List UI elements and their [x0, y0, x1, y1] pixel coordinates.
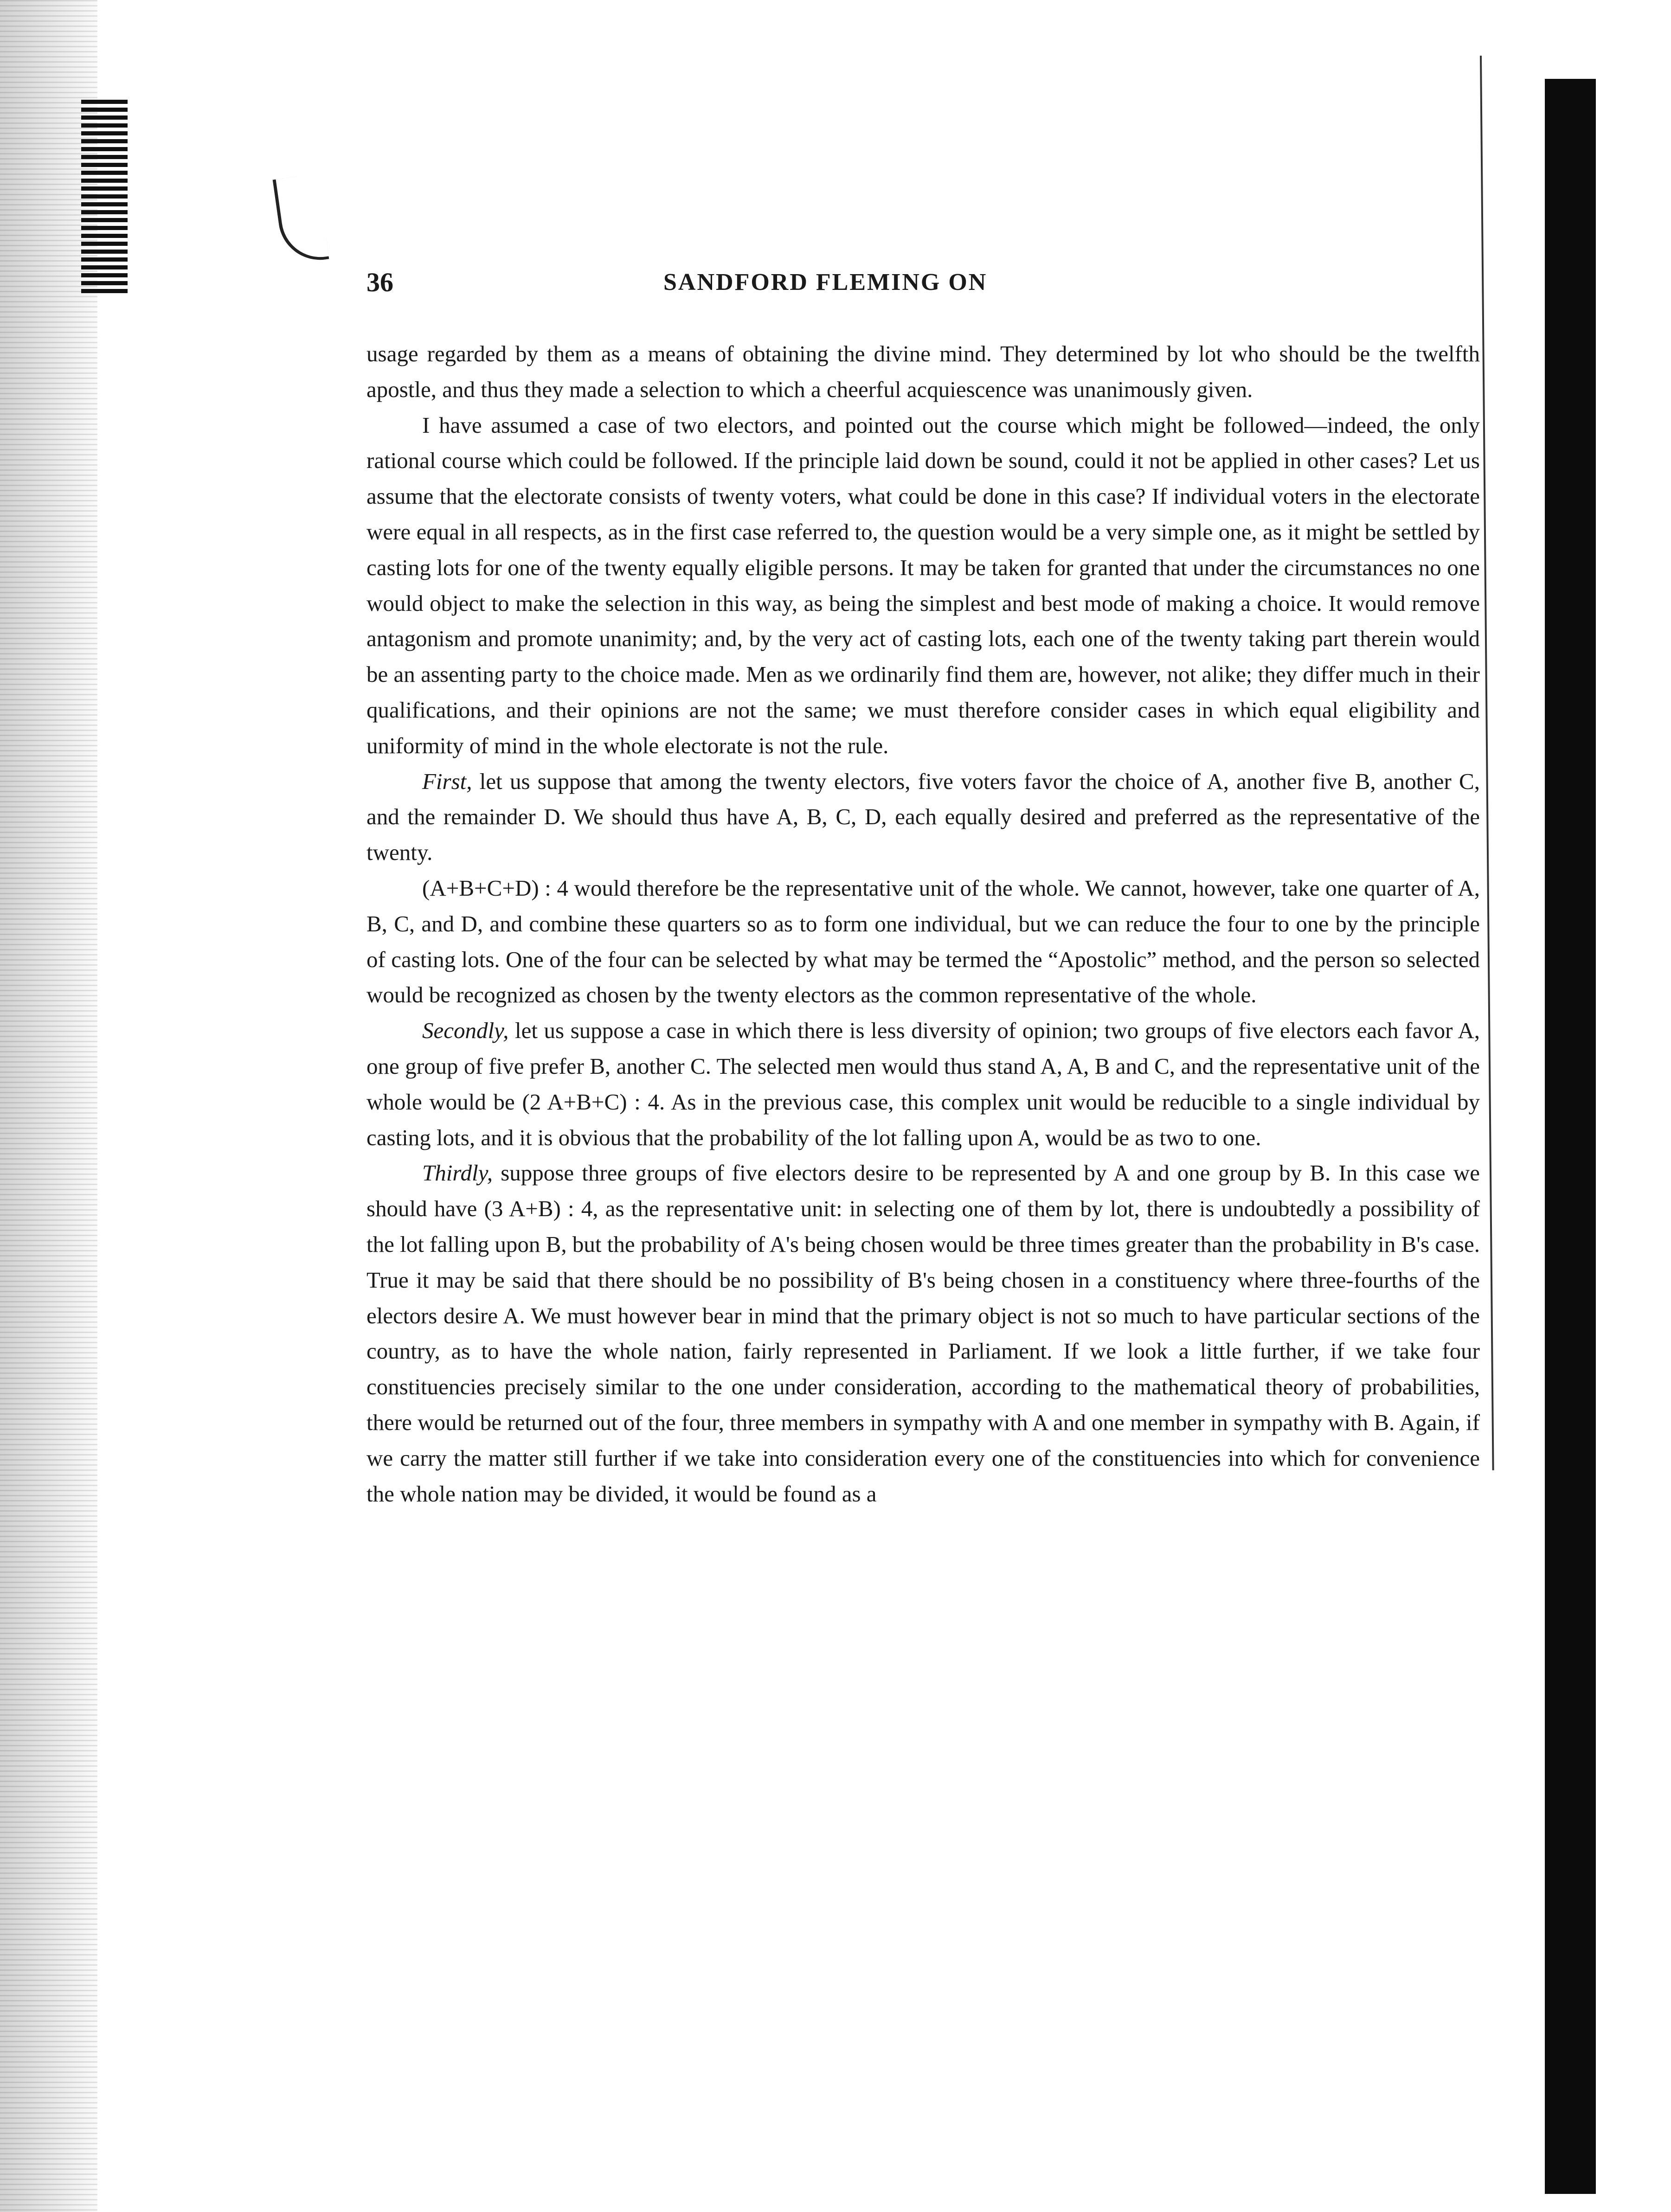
paragraph-text: let us suppose that among the twenty electors, five voters favor the choice of A, another five B, another C, and the remainder D. We should thus have A, B, C, D, each equally desired and preferred as the representative of the twenty. [366, 768, 1480, 866]
paragraph-lead: Thirdly, [422, 1160, 493, 1186]
body-text [366, 336, 1480, 1512]
paragraph-lead: Secondly, [422, 1018, 509, 1044]
running-head: SANDFORD FLEMING ON [663, 269, 988, 295]
stray-pen-mark [273, 173, 329, 265]
paragraph-5 [366, 1013, 1480, 1155]
paragraph-2 [366, 408, 1480, 764]
binding-marks [81, 100, 128, 295]
paragraph-text: suppose three groups of five electors desire to be represented by A and one group by B. In this case we should have (3 A+B) : 4, as the representative unit: in selecting one of them by lot, there is undoubtedly a possibility of the lot falling upon B, but the probability of A's being chosen would be three times greater than the probability in B's case. True it may be said that there should be no possibility of B's being chosen in a constituency where three-fourths of the electors desire A. We must however bear in mind that the primary object is not so much to have particular sections of the country, as to have the whole nation, fairly represented in Parliament. If we look a little further, if we take four constituencies precisely similar to the one under consideration, according to the mathematical theory of probabilities, there would be returned out of the four, three members in sympathy with A and one member in sympathy with B. Again, if we carry the matter still further if we take into consideration every one of the constituencies into which for convenience the whole nation may be divided, it would be found as a [366, 1160, 1480, 1507]
paragraph-text: let us suppose a case in which there is less diversity of opinion; two groups of five electors each favor A, one group of five prefer B, another C. The selected men would thus stand A, A, B and C, and the representative unit of the whole would be (2 A+B+C) : 4. As in the previous case, this complex unit would be reducible to a single individual by casting lots, and it is obvious that the probability of the lot falling upon A, would be as two to one. [366, 1018, 1480, 1150]
paragraph-3 [366, 764, 1480, 871]
paragraph-text: I have assumed a case of two electors, and pointed out the course which might be followed—indeed, the only rational course which could be followed. If the principle laid down be sound, could it not be applied in other cases? Let us assume that the electorate consists of twenty voters, what could be done in this case? If individual voters in the electorate were equal in all respects, as in the first case referred to, the question would be a very simple one, as it might be settled by casting lots for one of the twenty equally eligible persons. It may be taken for granted that under the circumstances no one would object to make the selection in this way, as being the simplest and best mode of making a choice. It would remove antagonism and promote unanimity; and, by the very act of casting lots, each one of the twenty taking part therein would be an assenting party to the choice made. Men as we ordinarily find them are, however, not alike; they differ much in their qualifications, and their opinions are not the same; we must therefore consider cases in which equal eligibility and uniformity of mind in the whole electorate is not the rule. [366, 412, 1480, 758]
paragraph-1 [366, 336, 1480, 408]
page-number: 36 [366, 267, 393, 297]
paragraph-text: (A+B+C+D) : 4 would therefore be the representative unit of the whole. We cannot, however, take one quarter of A, B, C, and D, and combine these quarters so as to form one individual, but we can reduce the four to one by the principle of casting lots. One of the four can be selected by what may be termed the “Apostolic” method, and the person so selected would be recognized as chosen by the twenty electors as the common representative of the whole. [366, 875, 1480, 1008]
page-header [366, 267, 1137, 304]
scan-hairline [1480, 56, 1494, 1470]
paragraph-lead: First, [422, 768, 472, 794]
paragraph-text: usage regarded by them as a means of obtaining the divine mind. They determined by lot who should be the twelfth apostle, and thus they made a selection to which a cheerful acquiescence was unanimously given. [366, 341, 1480, 402]
paragraph-4 [366, 871, 1480, 1013]
scan-right-edge-bar [1545, 79, 1596, 2194]
scan-left-edge [0, 0, 97, 2212]
paragraph-6 [366, 1155, 1480, 1512]
